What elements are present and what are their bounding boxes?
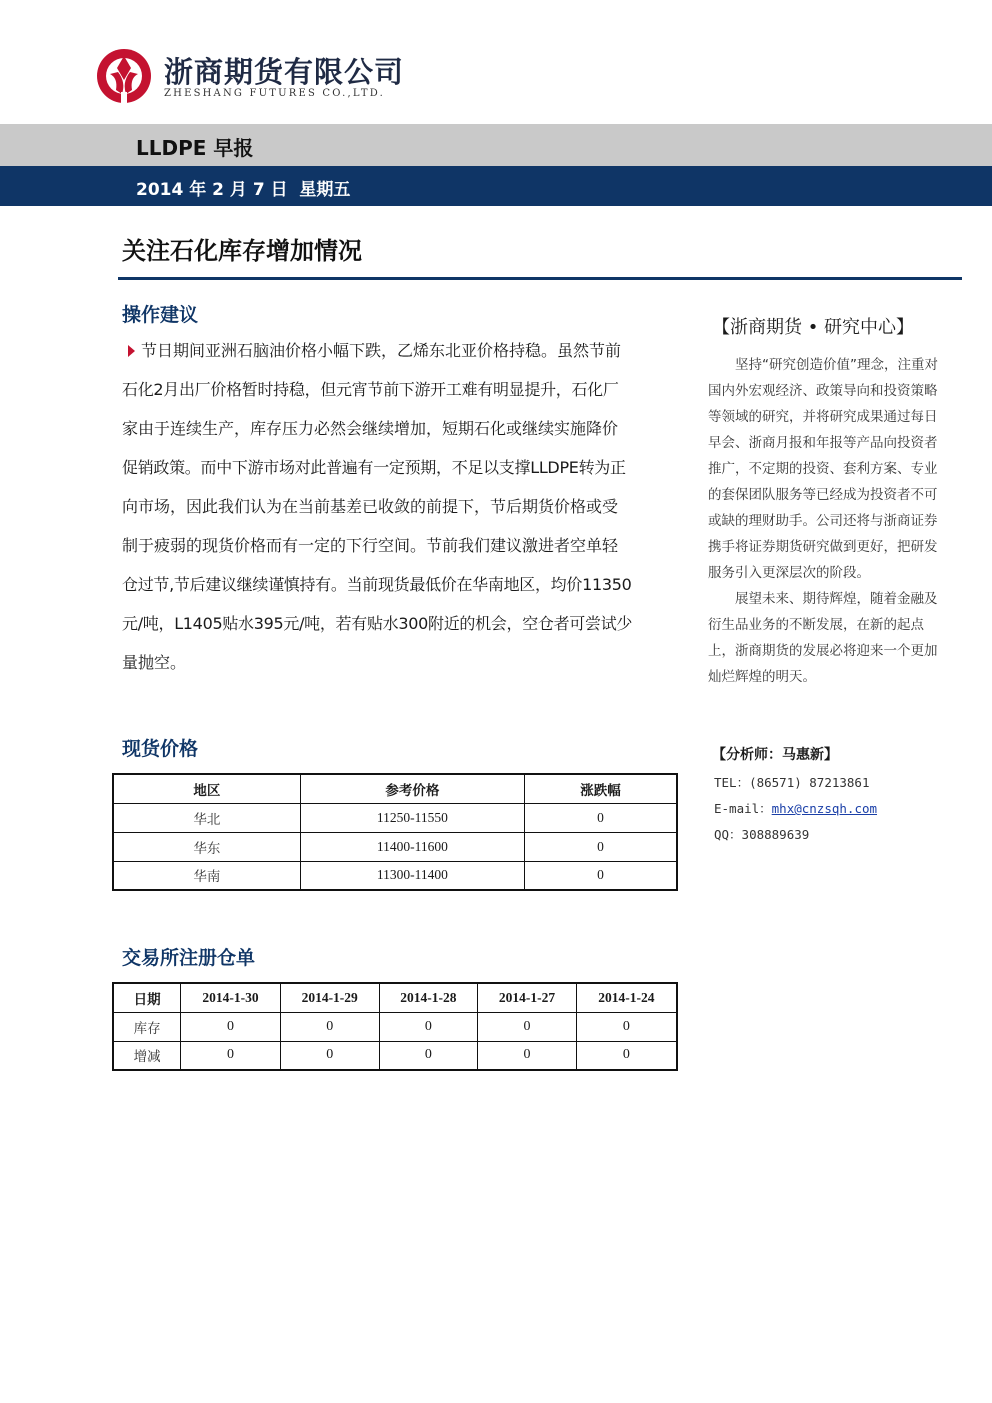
advice-line: 仓过节,节后建议继续谨慎持有。当前现货最低价在华南地区，均价11350 xyxy=(122,575,632,594)
value-cell: 0 xyxy=(181,1041,281,1070)
spot-heading: 现货价格 xyxy=(122,738,199,760)
advice-paragraph xyxy=(122,331,670,682)
warehouse-heading: 交易所注册仓单 xyxy=(122,947,256,969)
company-name-en: ZHESHANG FUTURES CO.,LTD. xyxy=(164,88,385,99)
advice-line: 元/吨，L1405贴水395元/吨，若有贴水300附近的机会，空仓者可尝试少 xyxy=(122,614,633,633)
column-header: 涨跌幅 xyxy=(525,774,677,803)
column-header: 日期 xyxy=(113,983,181,1012)
value-cell: 0 xyxy=(379,1041,478,1070)
email-link[interactable]: mhx@cnzsqh.com xyxy=(771,801,878,816)
value-cell: 0 xyxy=(576,1012,677,1041)
bullet-arrow-icon xyxy=(128,345,135,357)
description-paragraph: 坚持“研究创造价值”理念，注重对国内外宏观经济、政策导向和投资策略等领域的研究，并将研究成果通过每日早会、浙商月报和年报等产品向投资者推广，不定期的投资、套利方案、专业的套保团队服务等已经成为投资者不可或缺的理财助手。公司还将与浙商证券携手将证券期货研究做到更好，把研发服务引入更深层次的阶段。 xyxy=(708,357,938,581)
table-header-row xyxy=(113,983,677,1012)
advice-line: 促销政策。而中下游市场对此普遍有一定预期，不足以支撑LLDPE转为正 xyxy=(122,458,626,477)
column-header: 2014-1-28 xyxy=(379,983,478,1012)
price-cell: 11300-11400 xyxy=(300,861,524,890)
value-cell: 0 xyxy=(478,1012,577,1041)
price-cell: 11250-11550 xyxy=(300,803,524,832)
advice-line: 节日期间亚洲石脑油价格小幅下跌，乙烯东北亚价格持稳。虽然节前 xyxy=(122,331,670,370)
price-cell: 11400-11600 xyxy=(300,832,524,861)
value-cell: 0 xyxy=(280,1012,379,1041)
value-cell: 0 xyxy=(379,1012,478,1041)
zheshang-logo-icon xyxy=(96,48,152,104)
column-header: 2014-1-27 xyxy=(478,983,577,1012)
region-cell: 华东 xyxy=(113,832,300,861)
region-cell: 华北 xyxy=(113,803,300,832)
report-date: 2014 年 2 月 7 日 星期五 xyxy=(136,180,351,200)
table-header-row xyxy=(113,774,677,803)
headline-divider xyxy=(118,277,962,280)
change-cell: 0 xyxy=(525,832,677,861)
advice-heading: 操作建议 xyxy=(122,304,199,326)
column-header: 2014-1-30 xyxy=(181,983,281,1012)
report-title: LLDPE 早报 xyxy=(136,136,254,160)
company-name-cn: 浙商期货有限公司 xyxy=(164,55,405,89)
table-row xyxy=(113,803,677,832)
column-header: 地区 xyxy=(113,774,300,803)
row-header: 增减 xyxy=(113,1041,181,1070)
table-row xyxy=(113,832,677,861)
email-label: E-mail： xyxy=(714,801,772,816)
value-cell: 0 xyxy=(478,1041,577,1070)
analyst-tel: TEL：(86571) 87213861 xyxy=(714,775,870,790)
advice-line: 制于疲弱的现货价格而有一定的下行空间。节前我们建议激进者空单轻 xyxy=(122,536,619,555)
row-header: 库存 xyxy=(113,1012,181,1041)
advice-line: 家由于连续生产，库存压力必然会继续增加，短期石化或继续实施降价 xyxy=(122,419,619,438)
column-header: 2014-1-24 xyxy=(576,983,677,1012)
value-cell: 0 xyxy=(181,1012,281,1041)
analyst-name: 【分析师：马惠新】 xyxy=(712,747,838,763)
research-center-description xyxy=(708,352,940,690)
spot-price-table xyxy=(112,773,678,891)
table-row xyxy=(113,861,677,890)
advice-line: 向市场，因此我们认为在当前基差已收敛的前提下，节后期货价格或受 xyxy=(122,497,619,516)
advice-line: 石化2月出厂价格暂时持稳，但元宵节前下游开工难有明显提升，石化厂 xyxy=(122,380,619,399)
research-center-title: 【浙商期货 • 研究中心】 xyxy=(712,317,915,338)
table-row xyxy=(113,1012,677,1041)
analyst-email-row xyxy=(714,799,877,817)
column-header: 参考价格 xyxy=(300,774,524,803)
advice-line: 量抛空。 xyxy=(122,653,187,672)
change-cell: 0 xyxy=(525,803,677,832)
region-cell: 华南 xyxy=(113,861,300,890)
table-row xyxy=(113,1041,677,1070)
change-cell: 0 xyxy=(525,861,677,890)
description-paragraph: 展望未来、期待辉煌，随着金融及衍生品业务的不断发展，在新的起点上，浙商期货的发展必将迎来一个更加灿烂辉煌的明天。 xyxy=(708,591,938,685)
column-header: 2014-1-29 xyxy=(280,983,379,1012)
warehouse-receipt-table xyxy=(112,982,678,1071)
analyst-qq: QQ：308889639 xyxy=(714,827,810,842)
value-cell: 0 xyxy=(280,1041,379,1070)
report-headline: 关注石化库存增加情况 xyxy=(122,237,362,265)
value-cell: 0 xyxy=(576,1041,677,1070)
